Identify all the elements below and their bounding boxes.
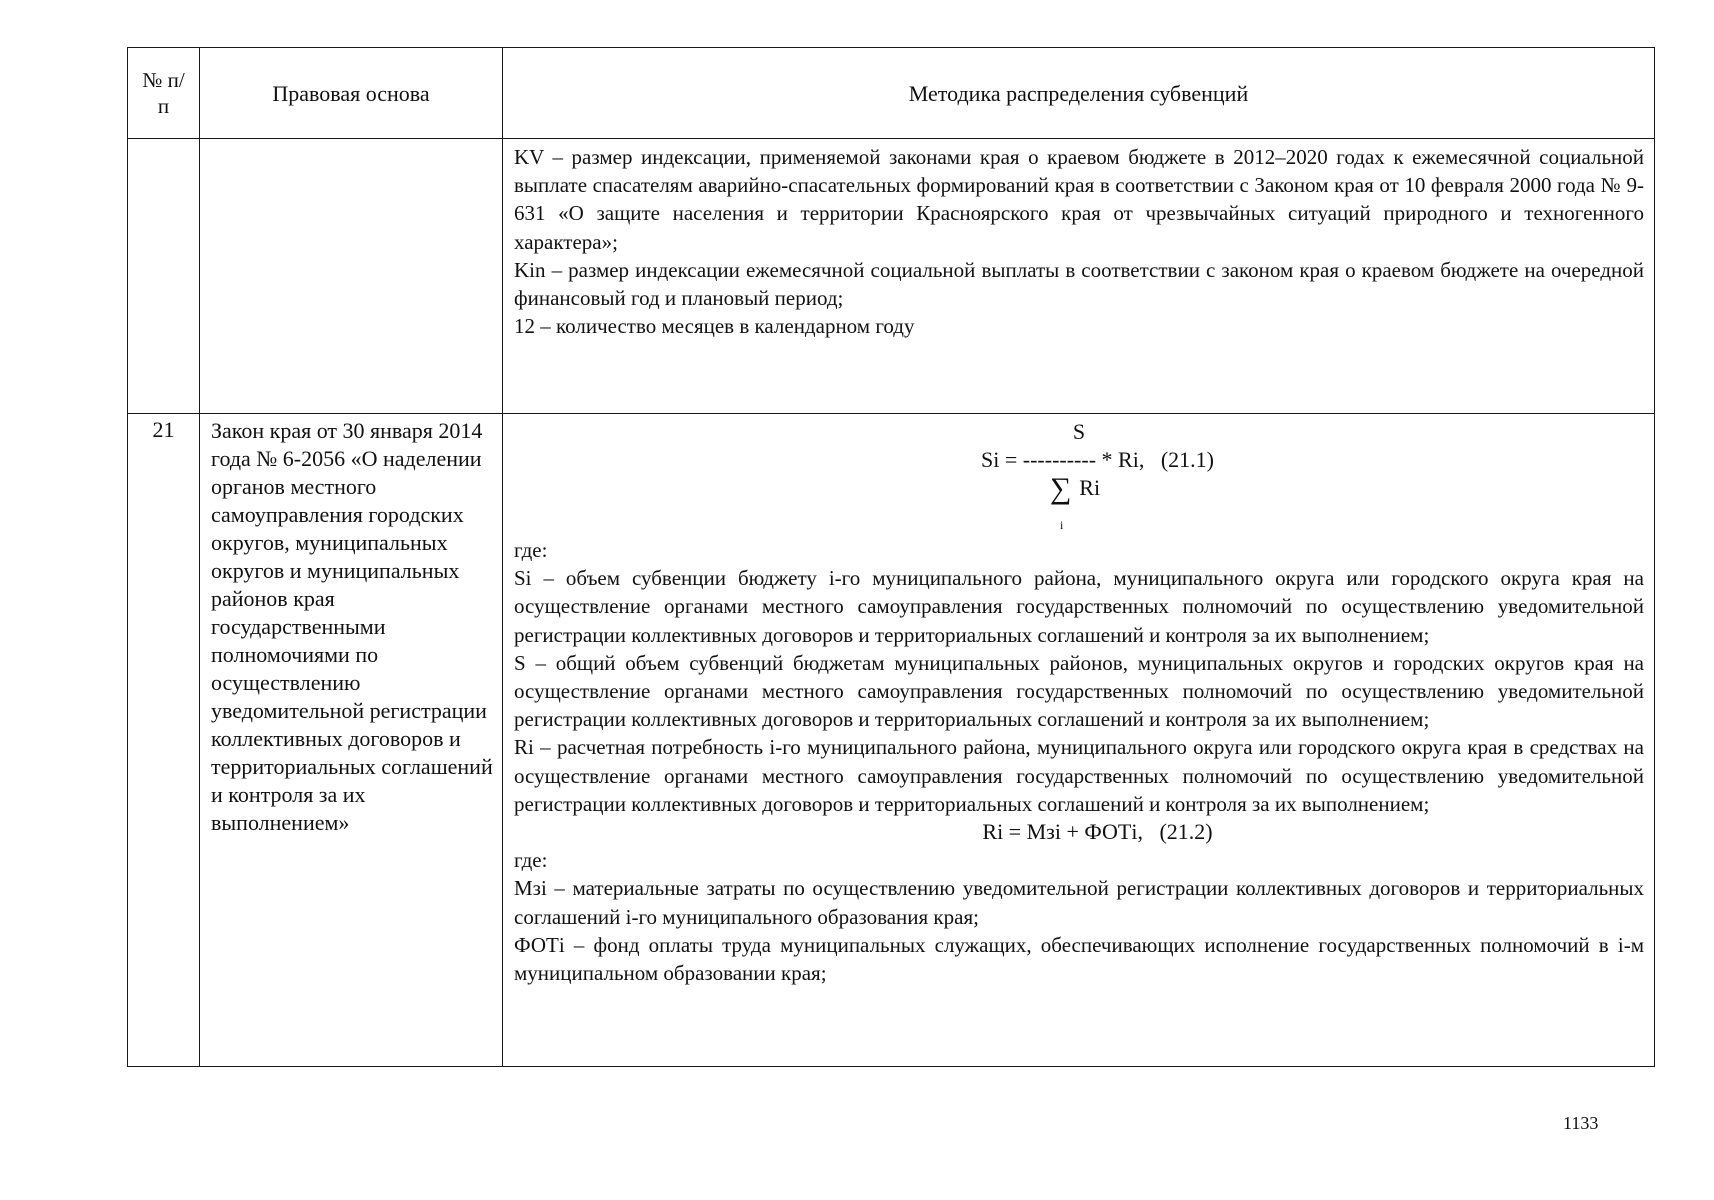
formula-main-line: Si = ---------- * Ri, (21.1)	[981, 447, 1214, 472]
paragraph: S – общий объем субвенций бюджетам муниципальных районов, муниципальных округов и городских округов края на осуществление органами местного самоуправления государственных полномочий по осуществлению уведомительной регистрации коллективных договоров и территориальных соглашений и контроля за их выполнением;	[514, 650, 1644, 732]
paragraph: Мзi – материальные затраты по осуществлению уведомительной регистрации коллективных договоров и территориальных соглашений i-го муниципального образования края;	[514, 876, 1644, 929]
header-method: Методика распределения субвенций	[503, 48, 1655, 139]
page-number: 1133	[1563, 1113, 1599, 1133]
row-a-num	[128, 139, 200, 414]
paragraph: 12 – количество месяцев в календарном году	[514, 314, 915, 339]
row-a-method	[503, 139, 1655, 414]
row-b-basis: Закон края от 30 января 2014 года № 6-2056 «О наделении органов местного самоуправления городских округов, муниципальных округов и муниципальных районов края государственными полномочиями по осуществлению уведомительной регистрации коллективных договоров и территориальных соглашений и контроля за их выполнением»	[200, 414, 503, 1067]
formula-denominator	[514, 474, 1644, 503]
paragraph: Kin – размер индексации ежемесячной социальной выплаты в соответствии с законом края о краевом бюджете на очередной финансовый год и плановый период;	[514, 257, 1644, 311]
formula-numerator: S	[1072, 419, 1086, 444]
formula-21-2: Ri = Мзi + ФОТi, (21.2)	[982, 819, 1213, 845]
row-a-basis	[200, 139, 503, 414]
paragraph: Ri – расчетная потребность i-го муниципального района, муниципального округа или городского округа края в средствах на осуществление органами местного самоуправления государственных полномочий по осуществлению уведомительной регистрации коллективных договоров и территориальных соглашений и контроля за их выполнением;	[514, 735, 1644, 816]
formula-denominator-text: Ri	[1079, 475, 1101, 500]
formula-21-1	[514, 418, 1644, 536]
header-basis: Правовая основа	[200, 48, 503, 139]
table-row	[128, 139, 1655, 414]
row-b-num: 21	[128, 414, 200, 1067]
table-row	[128, 414, 1655, 1067]
sigma-subscript: i	[1060, 518, 1064, 532]
paragraph: Si – объем субвенции бюджету i-го муниципального района, муниципального округа или городского округа края на осуществление органами местного самоуправления государственных полномочий по осуществлению уведомительной регистрации коллективных договоров и территориальных соглашений и контроля за их выполнением;	[514, 566, 1644, 647]
header-num: № п/п	[128, 48, 200, 139]
where-label: где:	[514, 848, 548, 873]
where-label: где:	[514, 538, 548, 562]
table-header-row	[128, 48, 1655, 139]
paragraph: ФОТi – фонд оплаты труда муниципальных служащих, обеспечивающих исполнение государственных полномочий в i-м муниципальном образовании края;	[514, 932, 1644, 986]
sigma-symbol: ∑	[1049, 472, 1072, 505]
subvention-table	[127, 47, 1655, 1067]
paragraph: KV – размер индексации, применяемой законами края о краевом бюджете в 2012–2020 годах к ежемесячной социальной выплате спасателям аварийно-спасательных формирований края в соответствии с Законом края от 10 февраля 2000 года № 9-631 «О защите населения и территории Красноярского края от чрезвычайных ситуаций природного и техногенного характера»;	[514, 145, 1644, 254]
row-b-method	[503, 414, 1655, 1067]
